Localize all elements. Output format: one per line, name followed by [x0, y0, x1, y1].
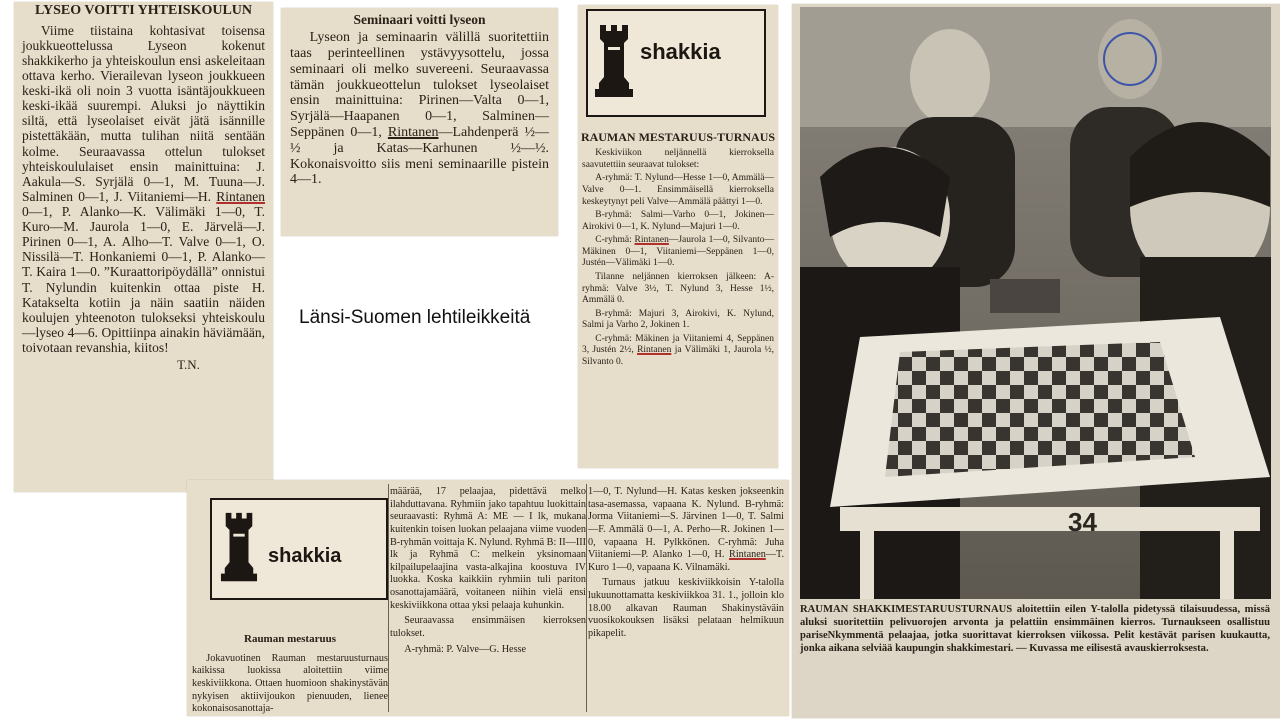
- text-part: C-ryhmä: Mäkinen ja Viitaniemi 4, Seppänen 3, Justén 2½,: [582, 333, 774, 356]
- paragraph: A-ryhmä: P. Valve—G. Hesse: [404, 643, 527, 655]
- clipping-headline: Seminaari voitti lyseon: [353, 12, 486, 27]
- underlined-name: Rintanen: [387, 125, 439, 141]
- underlined-name: Rintanen: [216, 188, 265, 204]
- caption-text: aloitettiin eilen Y-talolla pidetyssä tilaisuudessa, missä aluksi suoritettiin pelivuorojen arvonta ja pelattiin ensimmäinen kierros. Turnaukseen osallistuu pariseNkymmentä pelaajaa, jotka suorittavat kierroksen viikossa. Pelit kestävät parisen kuukautta, jonka aikana selviää kaupungin shakkimestari. — Kuvassa me eilisestä avauskierroksesta.: [800, 604, 1270, 654]
- column-text: [192, 633, 388, 716]
- text-part: —Jaurola 1—0, Silvanto—Mäkinen 0—1, Viitaniemi—Seppänen 1—0, Justén—Välimäki 1—0.: [582, 235, 774, 269]
- paragraph: B-ryhmä: Salmi—Varho 0—1, Jokinen—Airokivi 0—1, K. Nylund—Majuri 1—0.: [582, 210, 774, 232]
- clipping-rauman-mestaruus: [187, 480, 789, 716]
- clipping-subheading: Rauman mestaruus: [244, 633, 336, 645]
- collage-caption: Länsi-Suomen lehtileikkeitä: [299, 307, 531, 328]
- paragraph: [582, 334, 774, 369]
- underlined-name: Rintanen: [729, 549, 766, 561]
- chess-players-photo: [800, 7, 1271, 599]
- paragraph: Jokavuotinen Rauman mestaruusturnaus kaikissa luokissa aloitettiin viime keskiviikkona. Ottaen huomioon shakinystävän nykyisen aktiivijoukon pienuuden, lienee kokonaisosanottaja-: [192, 652, 388, 715]
- text-part: —T. Kuro 1—0, vapaana K. Vilnamäki.: [588, 549, 785, 573]
- photo-caption: [800, 604, 1270, 656]
- underlined-name: Rintanen: [637, 345, 672, 356]
- clipping-lyseo-voitti: [14, 2, 273, 492]
- text-part: 1—0, T. Nylund—H. Katas kesken jokseenkin tasa-asemassa, vapaana K. Nylund. B-ryhmä: Jorma Viitaniemi—S. Järvinen 1—0, T. Salmi—F. Ammälä 0—1, A. Perho—R. Jokinen 1—0, vapaana H. Pylkkönen. C-ryhmä: Juha Viitaniemi—P. Alanko 1—0, H.: [588, 486, 784, 561]
- clipping-photo: [792, 4, 1280, 718]
- paragraph: määrää, 17 pelaajaa, pidettävä melko ilahduttavana. Ryhmiin jako tapahtuu luokittain seuraavasti: Ryhmä A: ME — I lk, mukana kuitenkin toisen luokan pelaajana viime vuoden B-ryhmän voittaja K. Nylund. Ryhmä B: II—III lk ja Ryhmä C: melkein yksinomaan kilpailupelaajina vasta-alkajina koostuva IV luokka. Koska kaikkiin ryhmiin tuli pariton osanottajamäärä, voitaneen niihin vielä ensi keskiviikkona ottaa yksi pelaaja kuhunkin.: [390, 486, 586, 611]
- body-text-part: Lyseon ja seminaarin välillä suoritettiin taas perinteellinen ystävyysottelu, jossa seminaari oli melko suvereeni. Seuraavassa tämän joukkueottelun tulokset lyseolaiset ensin mainittuina: Pirinen—Valta 0—1, Syrjälä—Haapanen 0—1, Salminen—Seppänen 0—1,: [290, 30, 549, 141]
- chess-rook-icon: [594, 17, 634, 107]
- clipping-body: [578, 144, 778, 368]
- table-number: 34: [1068, 507, 1097, 537]
- underlined-name: Rintanen: [634, 235, 669, 246]
- clipping-headline: LYSEO VOITTI YHTEISKOULUN: [34, 3, 253, 18]
- column-divider: [388, 484, 389, 712]
- paragraph: A-ryhmä: T. Nylund—Hesse 1—0, Ammälä—Valve 0—1. Ensimmäisellä kierroksella keskeytynyt peli Valve—Ammälä päättyi 1—0.: [582, 173, 774, 207]
- paragraph: B-ryhmä: Majuri 3, Airokivi, K. Nylund, Salmi ja Varho 2, Jokinen 1.: [582, 308, 774, 331]
- clipping-rauman-mestaruusturnaus: [578, 5, 778, 468]
- paragraph: Tilanne neljännen kierroksen jälkeen: A-ryhmä: Valve 3½, T. Nylund 3, Hesse 1½, Ammälä 0.: [582, 271, 774, 306]
- column-3: [588, 486, 784, 644]
- body-text-part: Viime tiistaina kohtasivat toisensa joukkueottelussa Lyseon kokenut shakkikerho ja yhteiskoulun ensi askeleitaan ottava kerho. Vierailevan lyseon joukkueen keski-ikä oli noin 3 vuotta isäntäjoukkueen keski-ikää suurempi. Aluksi jo näyttikin siltä, että lyseolaiset eivät jätä isännille pistettäkään, mutta tulihan niitä sentään kolme. Seuraavassa ottelun tulokset yhteiskoululaiset ensin mainittuina: J. Aakula—S. Syrjälä 0—1, M. Tuuna—J. Salminen 0—1, J. Viitaniemi—H.: [22, 22, 265, 204]
- column-2: [390, 486, 586, 659]
- paragraph: Seuraavassa ensimmäisen kierroksen tulokset.: [390, 615, 586, 640]
- paragraph: [582, 235, 774, 270]
- clipping-body: [14, 19, 273, 355]
- column-divider: [586, 484, 587, 712]
- clipping-headline: RAUMAN MESTARUUS-TURNAUS: [580, 130, 776, 144]
- caption-lead: RAUMAN SHAKKIMESTARUUSTURNAUS: [800, 604, 1013, 615]
- chess-rook-icon: [220, 504, 258, 592]
- body-text-part: 0—1, P. Alanko—K. Välimäki 1—0, T. Kuro—M. Jaurola 1—0, E. Järvelä—J. Pirinen 0—1, A. Alho—T. Valve 0—1, O. Nissilä—T. Honkaniemi 0—1, P. Alanko—T. Kaira 1—0. ”Kuraattoripöydällä” onnistui T. Nylundin kuitenkin ottaa piste H. Katakselta kotiin ja näin saatiin näiden koulujen yhteenoton tulokseksi yhteiskoulu—lyseo 4—6. Opittiinpa ainakin häviämään, toivotaan revanshia, kiitos!: [22, 204, 265, 355]
- clipping-body: [281, 30, 558, 188]
- shakkia-logo: [210, 498, 388, 600]
- body-text-part: —Lahdenperä ½—½ ja Katas—Karhunen ½—½. Kokonaisvoitto siis meni seminaarille pistein 4—1.: [290, 125, 550, 188]
- logo-word: shakkia: [640, 39, 721, 64]
- paragraph: Keskiviikon neljännellä kierroksella saavutettiin seuraavat tulokset:: [582, 148, 774, 170]
- logo-word: shakkia: [268, 545, 342, 567]
- clipping-signature: T.N.: [177, 357, 200, 373]
- text-part: ja Välimäki 1, Jaurola ½, Silvanto 0.: [582, 345, 775, 368]
- shakkia-logo: [586, 9, 766, 117]
- clipping-seminaari-voitti: [281, 8, 558, 236]
- paragraph: [588, 486, 784, 574]
- text-part: C-ryhmä:: [595, 235, 632, 246]
- paragraph: Turnaus jatkuu keskiviikkoisin Y-talolla lukuunottamatta keskiviikkoa 31. 1., jolloin klo 18.00 alkavan Rauman Shakinystäväin vuosikokouksen lisäksi pelataan helmikuun pikapelit.: [588, 577, 784, 640]
